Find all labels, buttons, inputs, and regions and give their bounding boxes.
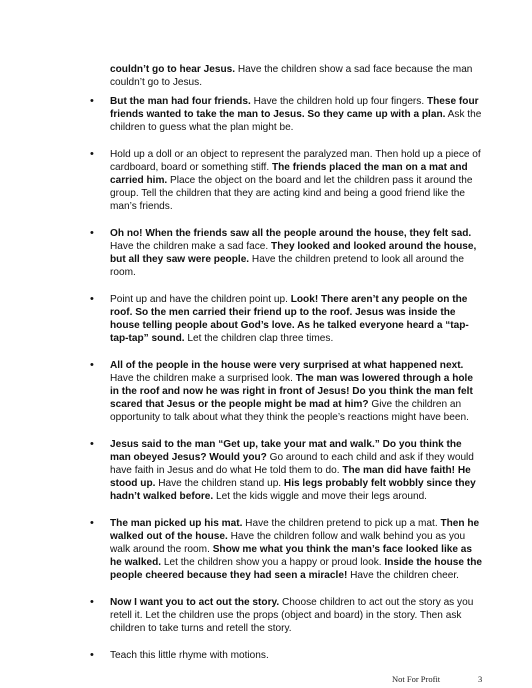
text-run: Have the children show a sad face because the man couldn’t go to Jesus. — [110, 64, 473, 88]
bullet-icon: • — [90, 227, 94, 239]
list-item — [90, 293, 482, 345]
bold-text-run: couldn’t go to hear Jesus. — [110, 64, 236, 75]
bold-text-run: All of the people in the house were very surprised at what happened next. — [110, 360, 464, 371]
list-item — [90, 649, 482, 662]
bold-text-run: The friends placed the man on a mat and carried him. — [110, 162, 468, 186]
text-run: Place the object on the board and let the children pass it around the group. Tell the children that they are acting kind and being a good friend like the man’s friends. — [110, 175, 473, 212]
bullet-icon: • — [90, 596, 94, 608]
bold-text-run: They looked and looked around the house, but all they saw were people. — [110, 241, 477, 265]
text-run: Have the children cheer. — [347, 570, 459, 581]
text-run: Have the children pretend to pick up a mat. — [242, 518, 441, 529]
text-run: Have the children make a surprised look. — [110, 373, 296, 384]
bold-text-run: The man was lowered through a hole in the roof and now he was right in front of Jesus! Do you think the man felt scared that Jesus or the people might be mad at him? — [110, 373, 473, 410]
bold-text-run: The man did have faith! He stood up. — [110, 465, 471, 489]
text-run: Go around to each child and ask if they would have faith in Jesus and do what He told them to do. — [110, 452, 474, 476]
text-run: Have the children make a sad face. — [110, 241, 272, 252]
page-number: 3 — [478, 674, 483, 684]
text-run: Have the children follow and walk behind you as you walk around the room. — [110, 531, 466, 555]
bullet-icon: • — [90, 293, 94, 305]
text-run: Point up and have the children point up. — [110, 294, 291, 305]
text-run: Choose children to act out the story as you retell it. Let the children use the props (object and board) in the story. Then ask children to take turns and retell the story. — [110, 597, 474, 634]
continuation-paragraph — [110, 63, 480, 89]
bold-text-run: Then he walked out of the house. — [110, 518, 480, 542]
bold-text-run: Now I want you to act out the story. — [110, 597, 280, 608]
list-item — [90, 227, 482, 279]
bold-text-run: But the man had four friends. — [110, 96, 251, 107]
bold-text-run: His legs probably felt wobbly since they hadn’t walked before. — [110, 478, 476, 502]
bold-text-run: These four friends wanted to take the man to Jesus. So they came up with a plan. — [110, 96, 479, 120]
bullet-icon: • — [90, 649, 94, 661]
text-run: Have the children pretend to look all around the room. — [110, 254, 465, 278]
text-run: Have the children stand up. — [155, 478, 284, 489]
text-run: Ask the children to guess what the plan might be. — [110, 109, 482, 133]
bullet-icon: • — [90, 95, 94, 107]
bullet-icon: • — [90, 148, 94, 160]
list-item — [90, 438, 482, 503]
bold-text-run: Jesus said to the man “Get up, take your mat and walk.” Do you think the man obeyed Jesus? Would you? — [110, 439, 462, 463]
list-item — [90, 148, 482, 213]
footer-text: Not For Profit — [392, 674, 441, 684]
text-run: Teach this little rhyme with motions. — [110, 650, 269, 661]
text-run: Let the kids wiggle and move their legs around. — [213, 491, 427, 502]
instruction-list — [90, 95, 482, 676]
text-run: Let the children show you a happy or proud look. — [161, 557, 385, 568]
bold-text-run: Oh no! When the friends saw all the people around the house, they felt sad. — [110, 228, 472, 239]
list-item — [90, 359, 482, 424]
list-item — [90, 95, 482, 134]
bold-text-run: Look! There aren’t any people on the roof. So the men carried their friend up to the roof. Jesus was inside the house telling people about God’s love. As he talked everyone heard a “tap-tap-tap” sound. — [110, 294, 469, 344]
list-item — [90, 517, 482, 582]
text-run: Have the children hold up four fingers. — [250, 96, 427, 107]
bullet-icon: • — [90, 517, 94, 529]
text-run: Hold up a doll or an object to represent the paralyzed man. Then hold up a piece of cardboard, board or something stiff. — [110, 149, 481, 173]
bold-text-run: Inside the house the people cheered because they had seen a miracle! — [110, 557, 482, 581]
bullet-icon: • — [90, 359, 94, 371]
list-item — [90, 596, 482, 635]
text-run: Give the children an opportunity to talk about what they think the people’s reactions might have been. — [110, 399, 469, 423]
bold-text-run: Show me what you think the man’s face looked like as he walked. — [110, 544, 473, 568]
text-run: Let the children clap three times. — [184, 333, 334, 344]
bullet-icon: • — [90, 438, 94, 450]
bold-text-run: The man picked up his mat. — [110, 518, 243, 529]
